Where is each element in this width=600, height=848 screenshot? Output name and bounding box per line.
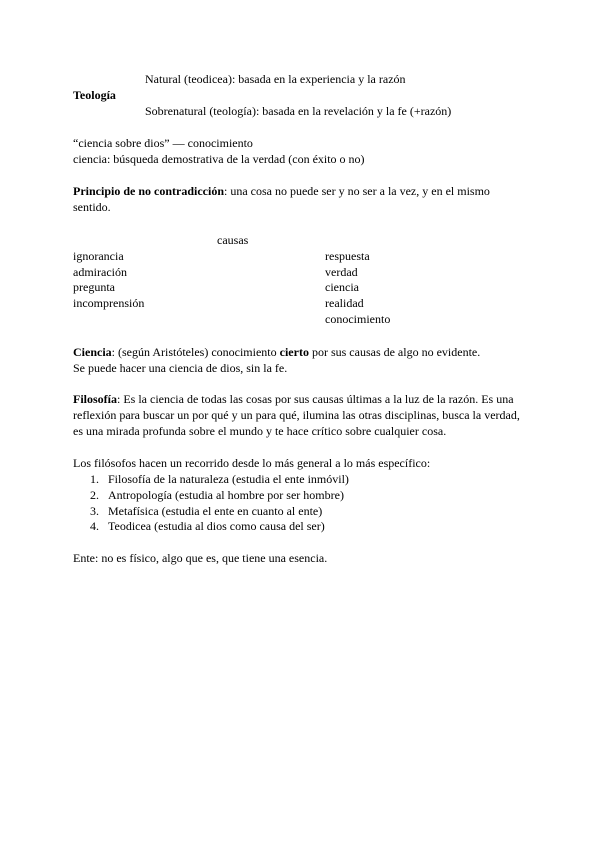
ciencia-aristoteles-line-2: Se puede hacer una ciencia de dios, sin la fe. bbox=[73, 361, 288, 375]
teologia-label: Teología bbox=[73, 88, 116, 102]
filosofia-line-3: es una mirada profunda sobre el mundo y te hace crítico sobre cualquier cosa. bbox=[73, 424, 447, 438]
causas-header: causas bbox=[217, 233, 249, 247]
list-item: Filosofía de la naturaleza (estudia el ente inmóvil) bbox=[108, 472, 349, 486]
principio-term: Principio de no contradicción bbox=[73, 184, 224, 198]
causas-right-item: respuesta bbox=[325, 249, 370, 263]
ciencia-definition-line: ciencia: búsqueda demostrativa de la verdad (con éxito o no) bbox=[73, 152, 365, 166]
principio-line-2: sentido. bbox=[73, 200, 111, 214]
teologia-natural: Natural (teodicea): basada en la experiencia y la razón bbox=[145, 72, 406, 86]
cierto-word: cierto bbox=[279, 345, 309, 359]
causas-left-item: incomprensión bbox=[73, 296, 145, 310]
causas-right-item: realidad bbox=[325, 296, 364, 310]
causas-right-item: conocimiento bbox=[325, 312, 391, 326]
causas-left-item: admiración bbox=[73, 265, 127, 279]
ciencia-sobre-dios-line: “ciencia sobre dios” — conocimiento bbox=[73, 136, 253, 150]
principio-line-1: Principio de no contradicción: una cosa no puede ser y no ser a la vez, y en el mismo bbox=[73, 184, 490, 198]
list-item-number: 4. bbox=[90, 519, 99, 533]
filosofia-line-1: Filosofía: Es la ciencia de todas las cosas por sus causas últimas a la luz de la razón. Es una bbox=[73, 392, 514, 406]
recorrido-intro: Los filósofos hacen un recorrido desde lo más general a lo más específico: bbox=[73, 456, 431, 470]
causas-left-item: ignorancia bbox=[73, 249, 124, 263]
causas-left-item: pregunta bbox=[73, 280, 115, 294]
causas-right-item: verdad bbox=[325, 265, 358, 279]
list-item: Teodicea (estudia al dios como causa del ser) bbox=[108, 519, 325, 533]
list-item-number: 2. bbox=[90, 488, 99, 502]
list-item: Metafísica (estudia el ente en cuanto al ente) bbox=[108, 504, 323, 518]
ciencia-term: Ciencia bbox=[73, 345, 112, 359]
ente-definition: Ente: no es físico, algo que es, que tiene una esencia. bbox=[73, 551, 328, 565]
causas-right-item: ciencia bbox=[325, 280, 359, 294]
list-item-number: 3. bbox=[90, 504, 99, 518]
ciencia-aristoteles-line-1: Ciencia: (según Aristóteles) conocimiento cierto por sus causas de algo no evidente. bbox=[73, 345, 481, 359]
teologia-sobrenatural: Sobrenatural (teología): basada en la revelación y la fe (+razón) bbox=[145, 104, 452, 118]
list-item: Antropología (estudia al hombre por ser hombre) bbox=[108, 488, 344, 502]
filosofia-line-2: reflexión para buscar un por qué y un para qué, ilumina las otras disciplinas, busca la verdad, bbox=[73, 408, 520, 422]
filosofia-term: Filosofía bbox=[73, 392, 117, 406]
list-item-number: 1. bbox=[90, 472, 99, 486]
